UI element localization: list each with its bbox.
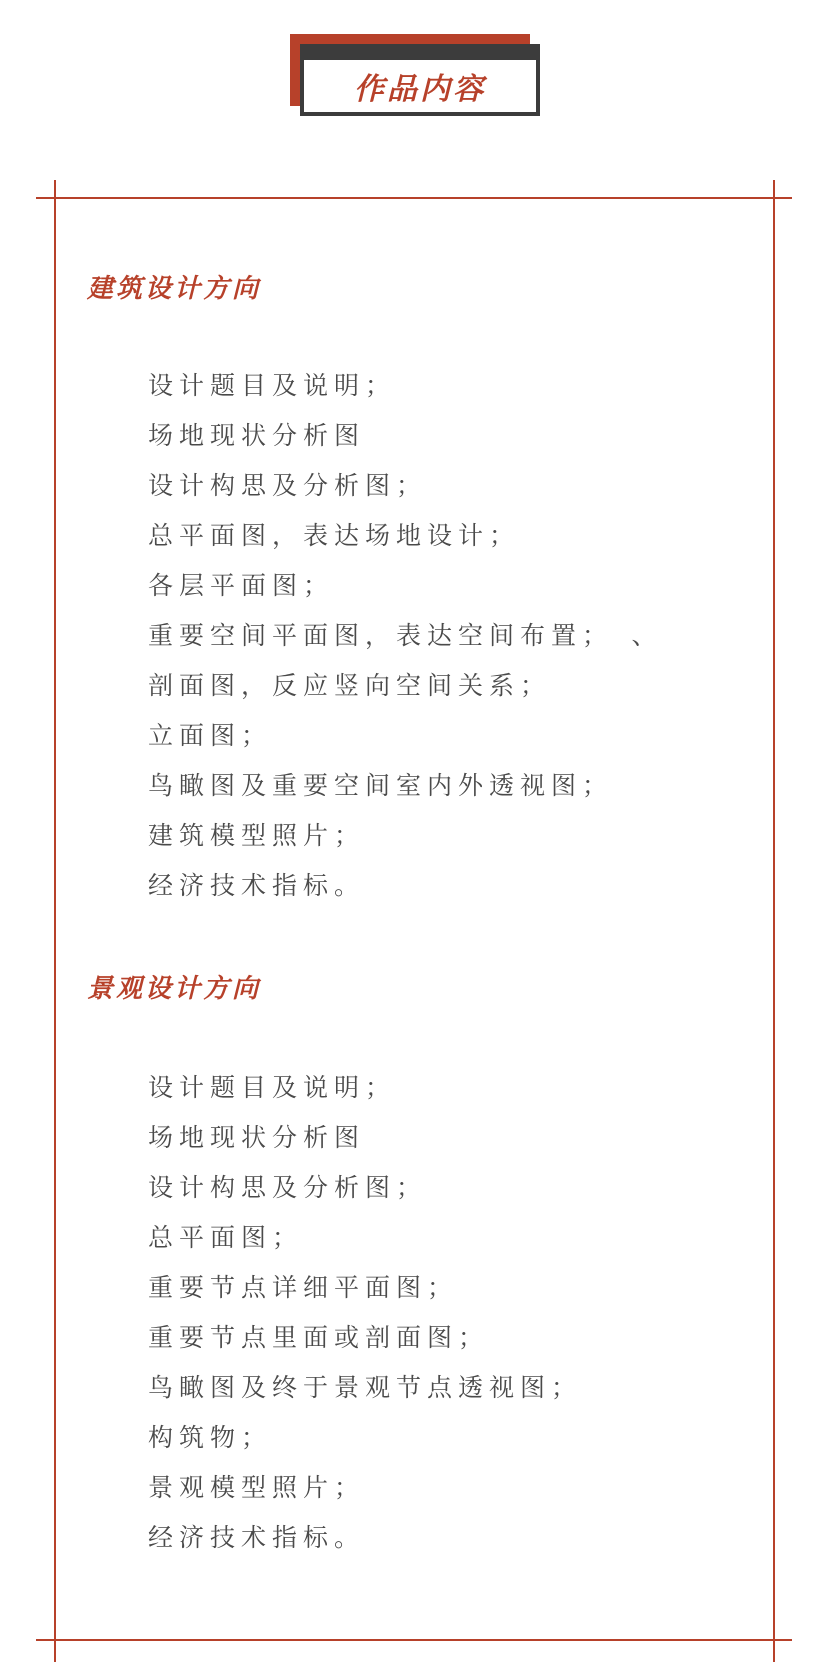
badge-title-box: [302, 58, 538, 114]
architecture-heading: 建筑设计方向: [87, 274, 262, 304]
item-text: 鸟瞰图及终于景观节点透视图；: [148, 1373, 583, 1402]
item-text: 景观模型照片；: [148, 1473, 366, 1502]
item-text: 总平面图，表达场地设计；: [148, 521, 521, 550]
item-text: 剖面图，反应竖向空间关系；: [148, 671, 552, 700]
item-text: 总平面图；: [148, 1223, 304, 1252]
frame-left-line: [54, 180, 56, 1662]
item-text: 设计题目及说明；: [148, 1073, 397, 1102]
item-text: 经济技术指标。: [148, 1523, 366, 1552]
landscape-heading: 景观设计方向: [87, 974, 262, 1004]
item-text: 鸟瞰图及重要空间室内外透视图；: [148, 771, 614, 800]
item-text: 构筑物；: [148, 1423, 273, 1452]
item-text: 重要空间平面图，表达空间布置； 、: [148, 621, 663, 650]
item-text: 设计构思及分析图；: [148, 1173, 428, 1202]
item-text: 场地现状分析图: [148, 1123, 366, 1152]
frame-right-line: [773, 180, 775, 1662]
frame-bottom-line: [36, 1639, 792, 1641]
item-text: 各层平面图；: [148, 571, 335, 600]
item-text: 建筑模型照片；: [148, 821, 366, 850]
item-text: 设计题目及说明；: [148, 371, 397, 400]
item-text: 设计构思及分析图；: [148, 471, 428, 500]
page-title: 作品内容: [354, 72, 486, 107]
frame-top-line: [36, 197, 792, 199]
item-text: 重要节点里面或剖面图；: [148, 1323, 490, 1352]
item-text: 场地现状分析图: [148, 421, 366, 450]
item-text: 经济技术指标。: [148, 871, 366, 900]
item-text: 立面图；: [148, 721, 273, 750]
item-text: 重要节点详细平面图；: [148, 1273, 459, 1302]
header-badge: [0, 0, 828, 130]
